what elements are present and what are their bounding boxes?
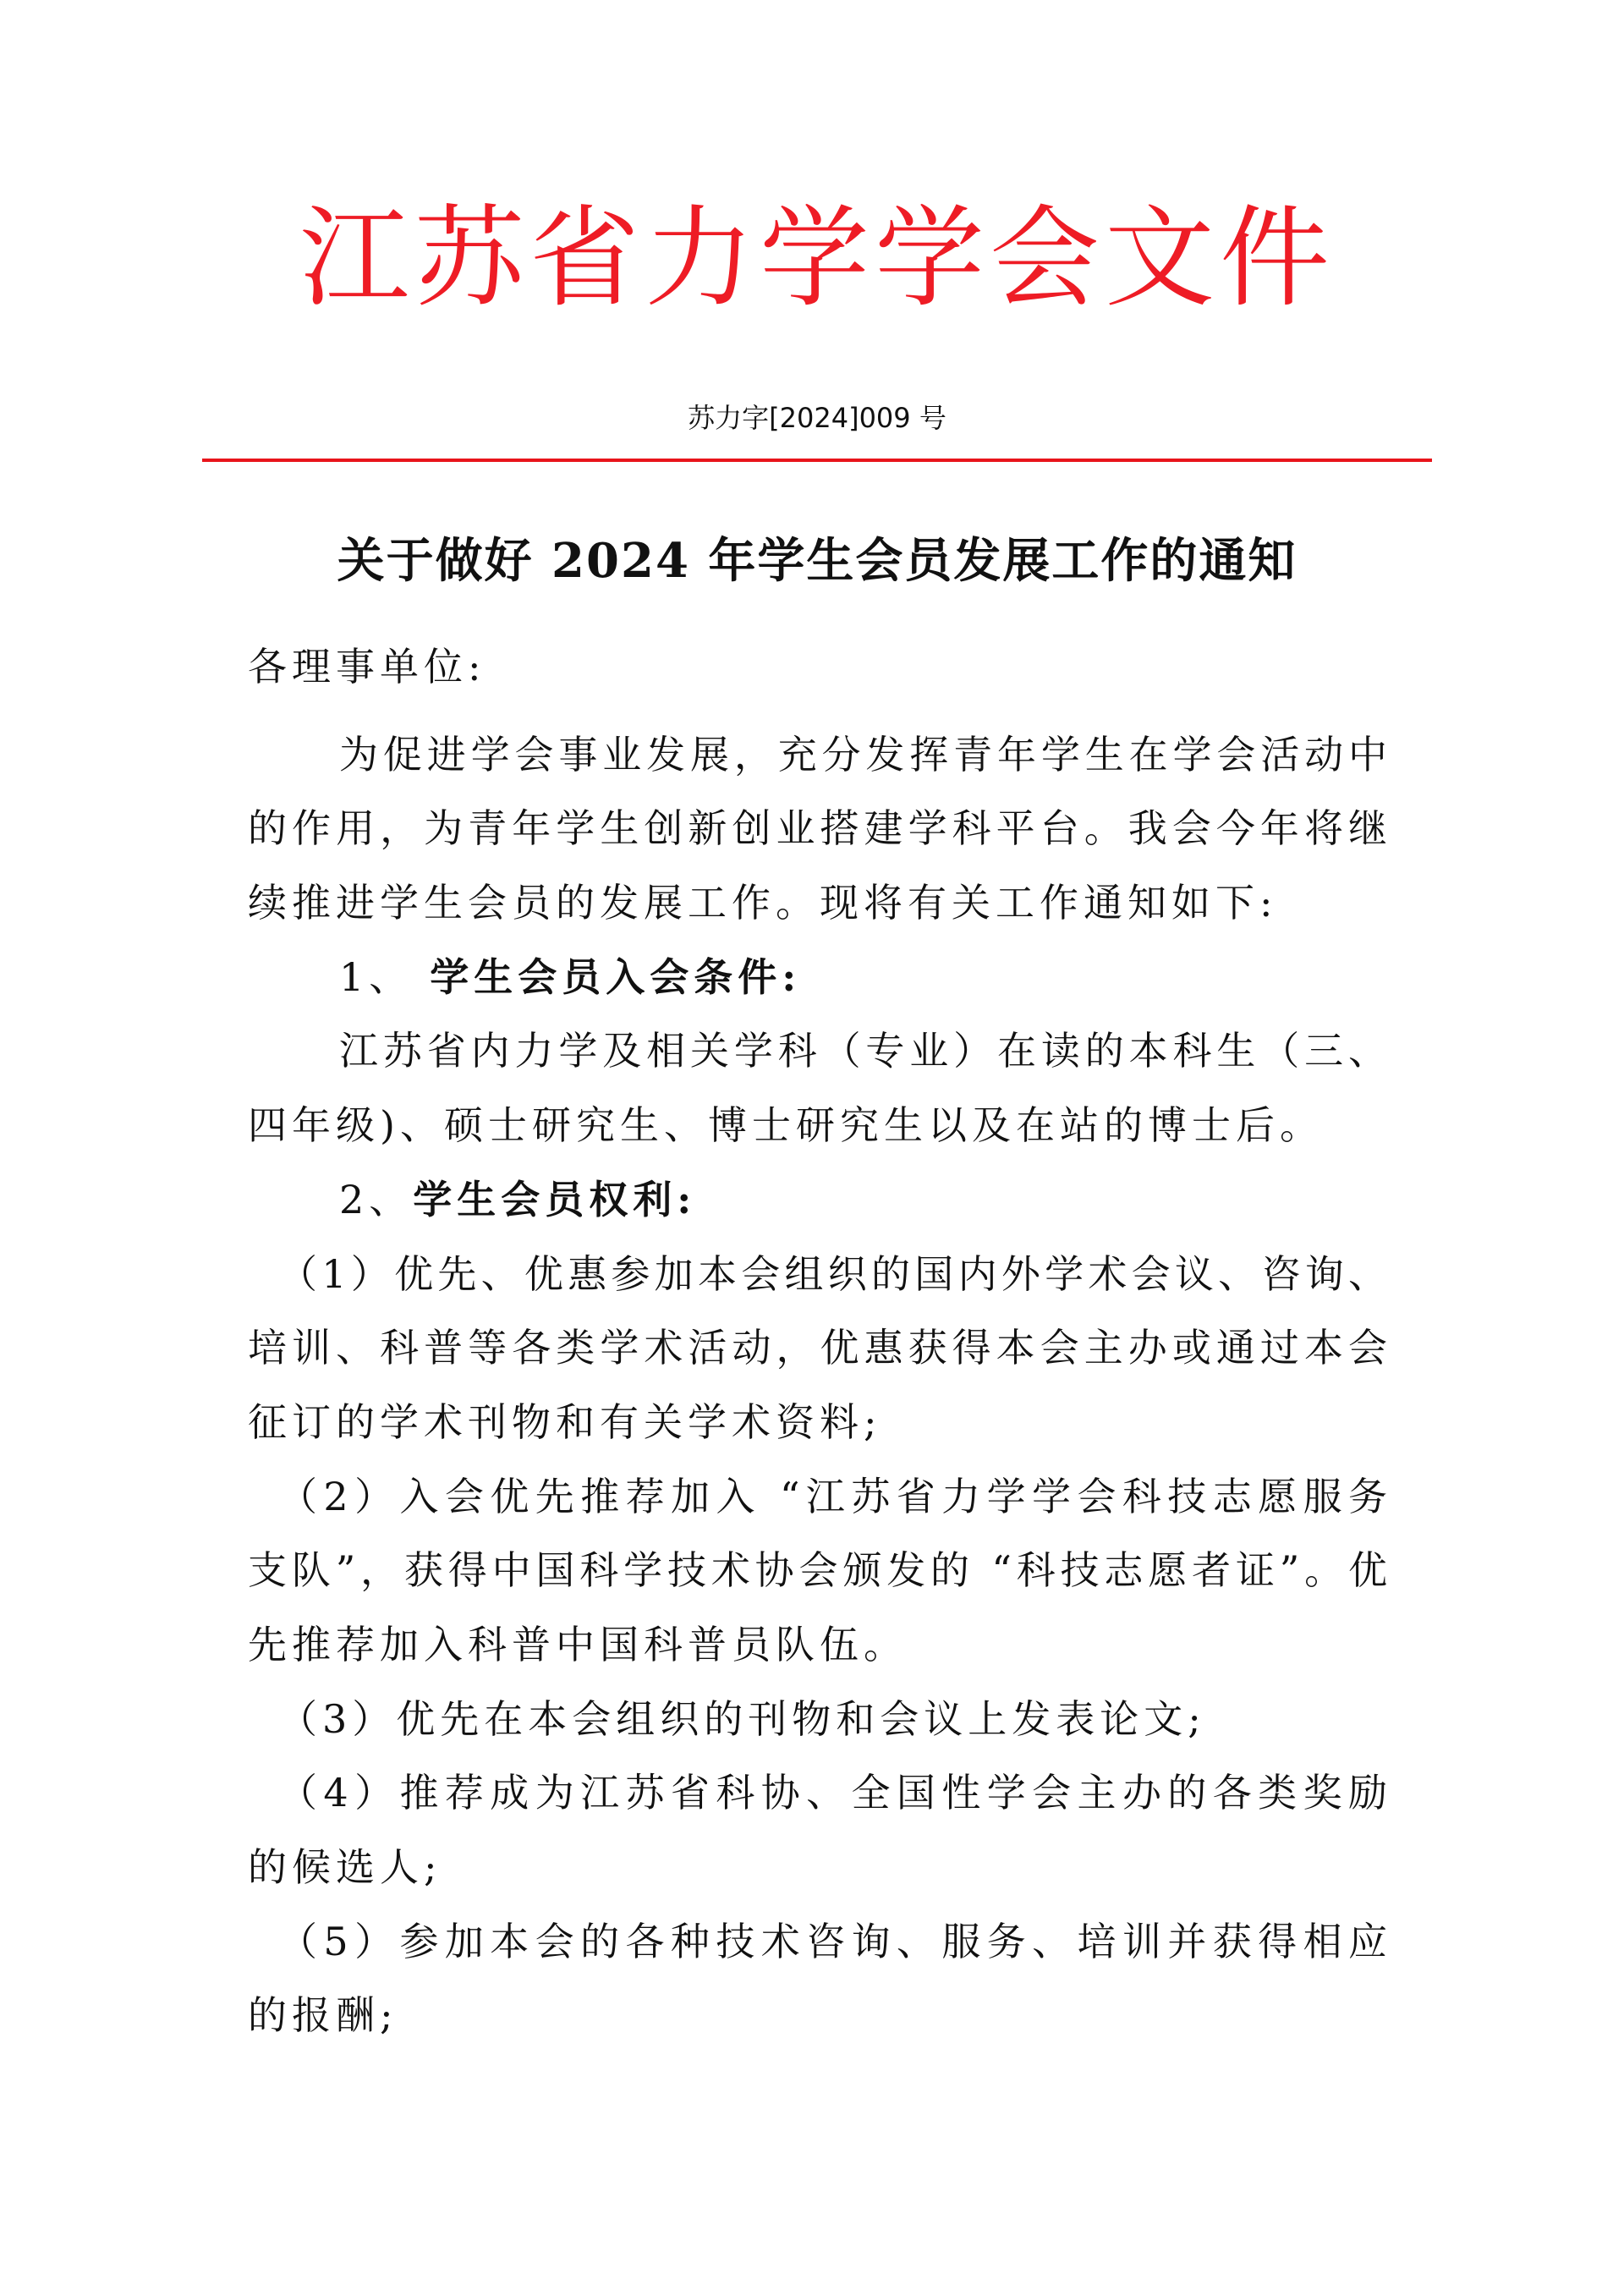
notice-title: 关于做好 2024 年学生会员发展工作的通知 bbox=[337, 533, 1298, 589]
intro-paragraph bbox=[248, 718, 1387, 941]
paragraph-line: 的报酬; bbox=[248, 1992, 398, 2039]
paragraph-line: 征订的学术刊物和有关学术资料; bbox=[248, 1398, 882, 1445]
section-heading: 学生会员权利: bbox=[413, 1176, 697, 1222]
paragraph-line: 培训、科普等各类学术活动，优惠获得本会主办或通过本会 bbox=[248, 1325, 1387, 1371]
paragraph-line: （5）参加本会的各种技术咨询、服务、培训并获得相应 bbox=[278, 1918, 1387, 1964]
section-2-heading-line bbox=[339, 1163, 1387, 1238]
paragraph-line: 江苏省内力学及相关学科（专业）在读的本科生（三、 bbox=[339, 1028, 1387, 1074]
paragraph-line: （4）推荐成为江苏省科协、全国性学会主办的各类奖励 bbox=[278, 1770, 1387, 1816]
document-number: 苏力字[2024]009 号 bbox=[688, 402, 946, 434]
paragraph-line: （2）入会优先推荐加入 “江苏省力学学会科技志愿服务 bbox=[278, 1473, 1387, 1519]
rights-item-2 bbox=[248, 1460, 1387, 1683]
section-heading: 学生会员入会条件: bbox=[430, 953, 802, 1000]
section-number: 1、 bbox=[339, 953, 414, 1000]
paragraph-line: 四年级)、硕士研究生、博士研究生以及在站的博士后。 bbox=[248, 1102, 1324, 1149]
rights-item-5 bbox=[248, 1905, 1387, 2053]
paragraph-line: （3）优先在本会组织的刊物和会议上发表论文; bbox=[278, 1695, 1206, 1742]
rights-item-1 bbox=[248, 1238, 1387, 1460]
salutation: 各理事单位: bbox=[248, 644, 486, 689]
paragraph-line: （1）优先、优惠参加本会组织的国内外学术会议、咨询、 bbox=[278, 1250, 1387, 1297]
paragraph-line: 支队”，获得中国科学技术协会颁发的 “科技志愿者证”。优 bbox=[248, 1547, 1387, 1594]
section-1-heading-line bbox=[339, 941, 1387, 1015]
paragraph-line: 的候选人; bbox=[248, 1844, 442, 1890]
paragraph-line: 续推进学生会员的发展工作。现将有关工作通知如下: bbox=[248, 880, 1278, 926]
section-1-paragraph bbox=[248, 1014, 1387, 1162]
paragraph-line: 为促进学会事业发展，充分发挥青年学生在学会活动中 bbox=[339, 731, 1387, 777]
paragraph-line: 先推荐加入科普中国科普员队伍。 bbox=[248, 1621, 908, 1667]
header-divider-rule bbox=[202, 459, 1432, 462]
paragraph-line: 的作用，为青年学生创新创业搭建学科平台。我会今年将继 bbox=[248, 805, 1387, 852]
document-header-title: 江苏省力学学会文件 bbox=[299, 194, 1335, 322]
rights-item-3 bbox=[248, 1683, 1387, 1757]
notice-body bbox=[248, 630, 1387, 2053]
rights-item-4 bbox=[248, 1756, 1387, 1904]
section-number: 2、 bbox=[339, 1176, 414, 1222]
